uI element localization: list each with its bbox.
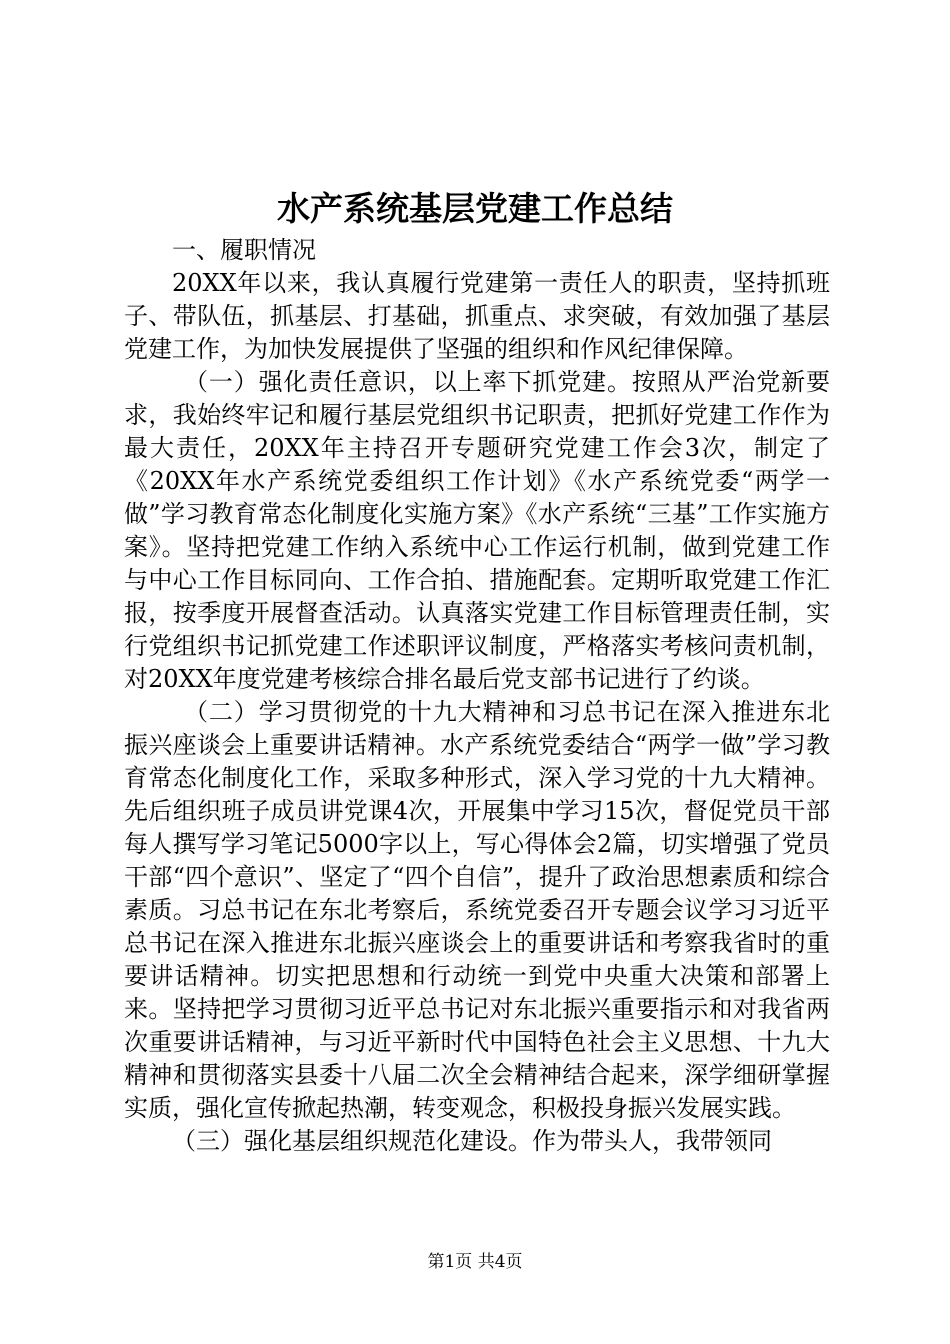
section-heading-performance: 一、履职情况: [172, 236, 316, 264]
paragraph-organization: （三）强化基层组织规范化建设。作为带头人，我带领同: [172, 1127, 772, 1155]
document-title: 水产系统基层党建工作总结: [277, 189, 673, 228]
page-number-footer: 第1页 共4页: [427, 1252, 523, 1272]
document-body: [124, 234, 830, 1158]
paragraph-study: （二）学习贯彻党的十九大精神和习总书记在深入推进东北振兴座谈会上重要讲话精神。水产系统党委结合“两学一做”学习教育常态化制度化工作，采取多种形式，深入学习党的十九大精神。先后组织班子成员讲党课4次，开展集中学习15次，督促党员干部每人撰写学习笔记5000字以上，写心得体会2篇，切实增强了党员干部“四个意识”、坚定了“四个自信”，提升了政治思想素质和综合素质。习总书记在东北考察后，系统党委召开专题会议学习习近平总书记在深入推进东北振兴座谈会上的重要讲话和考察我省时的重要讲话精神。切实把思想和行动统一到党中央重大决策和部署上来。坚持把学习贯彻习近平总书记对东北振兴重要指示和对我省两次重要讲话精神，与习近平新时代中国特色社会主义思想、十九大精神和贯彻落实县委十八届二次全会精神结合起来，深学细研掌握实质，强化宣传掀起热潮，转变观念，积极投身振兴发展实践。: [124, 698, 830, 1122]
paragraph-intro: 20XX年以来，我认真履行党建第一责任人的职责，坚持抓班子、带队伍，抓基层、打基础，抓重点、求突破，有效加强了基层党建工作，为加快发展提供了坚强的组织和作风纪律保障。: [124, 269, 830, 363]
paragraph-responsibility: （一）强化责任意识，以上率下抓党建。按照从严治党新要求，我始终牢记和履行基层党组织书记职责，把抓好党建工作作为最大责任，20XX年主持召开专题研究党建工作会3次，制定了《20XX年水产系统党委组织工作计划》《水产系统党委“两学一做”学习教育常态化制度化实施方案》《水产系统“三基”工作实施方案》。坚持把党建工作纳入系统中心工作运行机制，做到党建工作与中心工作目标同向、工作合拍、措施配套。定期听取党建工作汇报，按季度开展督查活动。认真落实党建工作目标管理责任制，实行党组织书记抓党建工作述职评议制度，严格落实考核问责机制，对20XX年度党建考核综合排名最后党支部书记进行了约谈。: [124, 368, 830, 693]
